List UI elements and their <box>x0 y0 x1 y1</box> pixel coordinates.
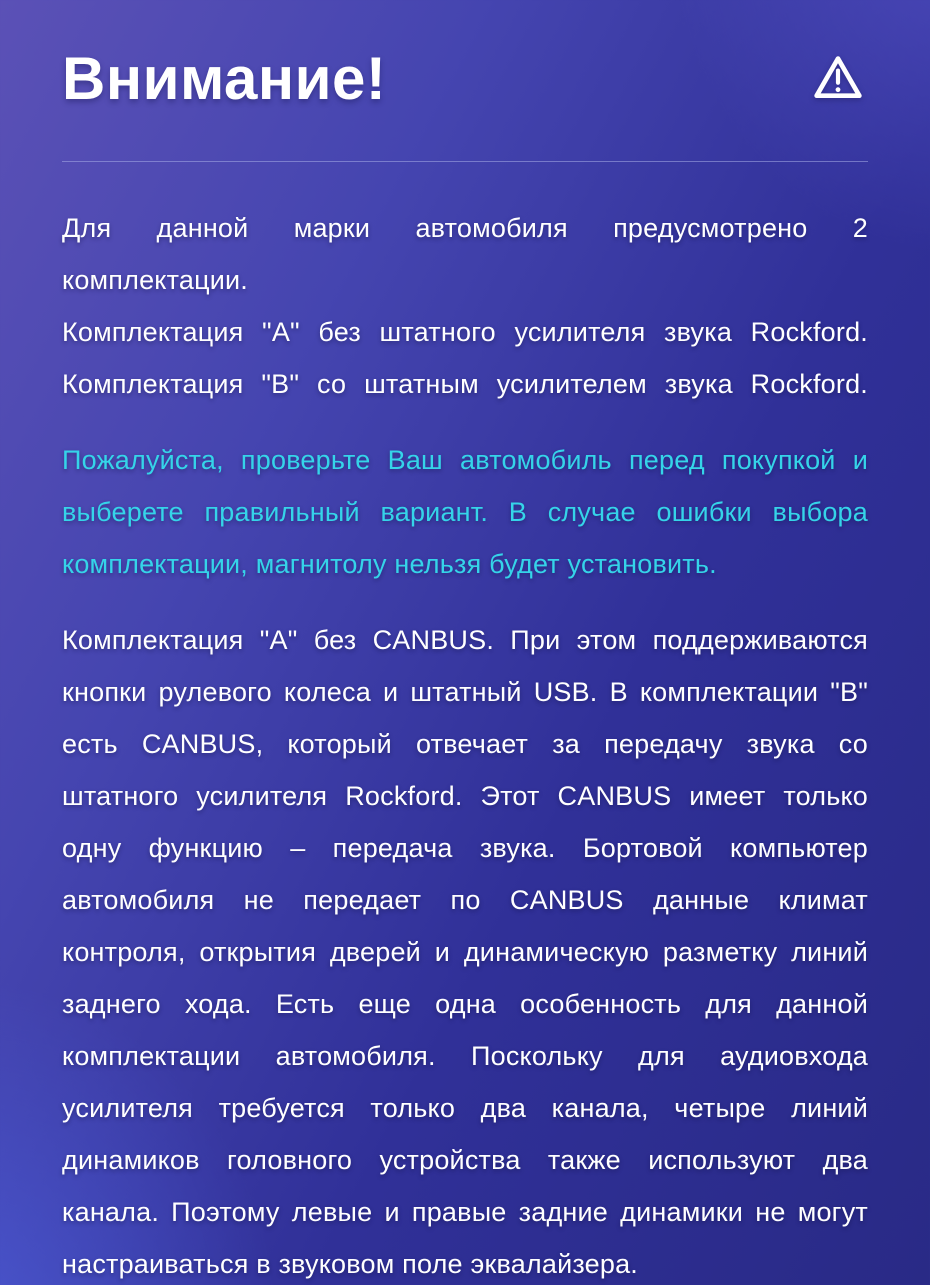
details-paragraph: Комплектация "А" без CANBUS. При этом поддерживаются кнопки рулевого колеса и штатный USB. В комплектации "В" есть CANBUS, который отвечает за передачу звука со штатного усилителя Rockford. Этот CANBUS имеет только одну функцию – передача звука. Бортовой компьютер автомобиля не передает по CANBUS данные климат контроля, открытия дверей и динамическую разметку линий заднего хода. Есть еще одна особенность для данной комплектации автомобиля. Поскольку для аудиовхода усилителя требуется только два канала, четыре линий динамиков головного устройства также используют два канала. Поэтому левые и правые задние динамики не могут настраиваться в звуковом поле эквалайзера. <box>62 625 868 1279</box>
divider <box>62 161 868 162</box>
header <box>62 44 868 113</box>
intro-paragraph <box>62 202 868 410</box>
intro-line-2: Комплектация "А" без штатного усилителя звука Rockford. <box>62 317 868 347</box>
page-title: Внимание! <box>62 45 387 112</box>
warning-triangle-icon <box>810 53 866 105</box>
intro-line-3: Комплектация "В" со штатным усилителем звука Rockford. <box>62 369 868 399</box>
warning-paragraph: Пожалуйста, проверьте Ваш автомобиль перед покупкой и выберете правильный вариант. В случае ошибки выбора комплектации, магнитолу нельзя будет установить. <box>62 445 868 579</box>
intro-line-1: Для данной марки автомобиля предусмотрено 2 комплектации. <box>62 213 868 295</box>
